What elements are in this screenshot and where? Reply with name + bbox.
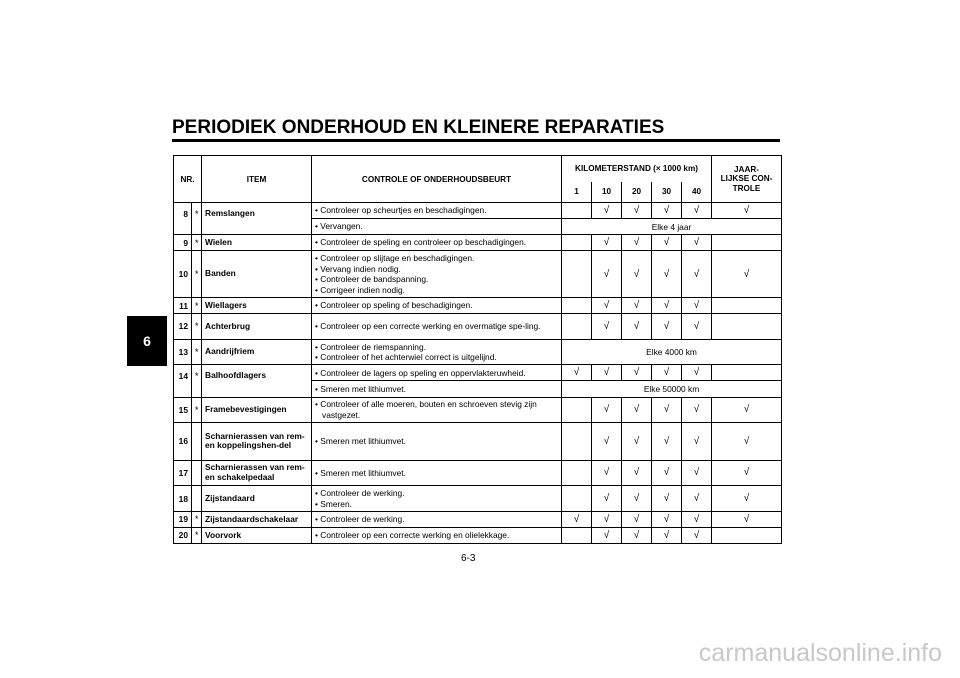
control-line: • Controleer de werking. <box>315 488 405 498</box>
check-mark: √ <box>652 527 682 543</box>
control-line: • Controleer op een correcte werking en overmatige spe-ling. <box>315 321 541 332</box>
header-km-30: 30 <box>652 182 682 203</box>
check-mark: √ <box>682 397 712 423</box>
check-mark: √ <box>592 460 622 486</box>
check-mark <box>562 235 592 251</box>
row-number: 14 <box>174 365 192 381</box>
control-line: • Controleer op scheurtjes en beschadigingen. <box>315 205 487 216</box>
check-mark: √ <box>622 486 652 512</box>
row-control <box>312 314 562 340</box>
check-mark: √ <box>592 397 622 423</box>
table-row <box>174 511 782 527</box>
check-mark: √ <box>682 298 712 314</box>
table-row <box>174 235 782 251</box>
check-mark <box>562 460 592 486</box>
table-row <box>174 423 782 460</box>
check-mark: √ <box>592 298 622 314</box>
check-mark: √ <box>682 365 712 381</box>
row-star <box>192 219 202 235</box>
row-star <box>192 460 202 486</box>
row-control <box>312 203 562 219</box>
check-mark: √ <box>592 251 622 298</box>
check-mark: √ <box>682 460 712 486</box>
control-line: • Vervang indien nodig. <box>315 263 401 274</box>
header-km-40: 40 <box>682 182 712 203</box>
check-mark: √ <box>652 203 682 219</box>
control-line: • Controleer de lagers op speling en oppervlakteruwheid. <box>315 367 526 378</box>
control-line: • Controleer de werking. <box>315 514 405 525</box>
row-item: Banden <box>202 251 312 298</box>
row-star: * <box>192 235 202 251</box>
row-number: 16 <box>174 423 192 460</box>
control-line: • Controleer of alle moeren, bouten en schroeven stevig zijn vastgezet. <box>315 399 537 420</box>
check-mark <box>562 397 592 423</box>
row-control <box>312 527 562 543</box>
header-nr: NR. <box>174 156 202 203</box>
check-mark: √ <box>622 527 652 543</box>
interval-text: Elke 4000 km <box>562 339 782 365</box>
check-mark: √ <box>652 486 682 512</box>
check-mark: √ <box>622 365 652 381</box>
row-number: 9 <box>174 235 192 251</box>
row-item: Wielen <box>202 235 312 251</box>
row-star: * <box>192 527 202 543</box>
row-item: Remslangen <box>202 203 312 219</box>
table-row <box>174 397 782 423</box>
row-number: 10 <box>174 251 192 298</box>
row-star <box>192 381 202 397</box>
row-control <box>312 381 562 397</box>
control-line: • Corrigeer indien nodig. <box>315 284 406 295</box>
watermark: carmanualsonline.info <box>698 639 942 667</box>
header-km-1: 1 <box>562 182 592 203</box>
maintenance-table <box>173 155 782 544</box>
row-number: 15 <box>174 397 192 423</box>
check-mark <box>712 527 782 543</box>
row-number: 13 <box>174 339 192 365</box>
check-mark: √ <box>682 251 712 298</box>
row-item: Scharnierassen van rem- en koppelingshen-del <box>202 423 312 460</box>
row-star: * <box>192 203 202 219</box>
header-km: KILOMETERSTAND (× 1000 km) <box>562 156 712 182</box>
row-star <box>192 486 202 512</box>
row-item: Balhoofdlagers <box>202 365 312 381</box>
table-row <box>174 381 782 397</box>
check-mark: √ <box>712 203 782 219</box>
row-star: * <box>192 298 202 314</box>
row-number <box>174 381 192 397</box>
row-star: * <box>192 511 202 527</box>
table-row <box>174 365 782 381</box>
check-mark: √ <box>592 486 622 512</box>
check-mark: √ <box>622 235 652 251</box>
check-mark: √ <box>622 511 652 527</box>
check-mark: √ <box>652 365 682 381</box>
check-mark: √ <box>712 423 782 460</box>
row-number: 17 <box>174 460 192 486</box>
header-km-20: 20 <box>622 182 652 203</box>
table-row <box>174 527 782 543</box>
interval-text: Elke 4 jaar <box>562 219 782 235</box>
control-line: • Vervangen. <box>315 221 363 232</box>
row-star <box>192 423 202 460</box>
header-km-10: 10 <box>592 182 622 203</box>
header-yearly: JAAR-LIJKSE CON-TROLE <box>712 156 782 203</box>
table-row <box>174 219 782 235</box>
row-control <box>312 251 562 298</box>
row-item: Zijstandaardschakelaar <box>202 511 312 527</box>
check-mark <box>562 423 592 460</box>
row-number: 19 <box>174 511 192 527</box>
row-item: Zijstandaard <box>202 486 312 512</box>
check-mark <box>712 235 782 251</box>
check-mark: √ <box>592 314 622 340</box>
row-number: 8 <box>174 203 192 219</box>
check-mark <box>712 298 782 314</box>
row-item: Achterbrug <box>202 314 312 340</box>
control-line: • Smeren met lithiumvet. <box>315 436 406 447</box>
check-mark <box>562 527 592 543</box>
check-mark <box>562 298 592 314</box>
check-mark: √ <box>712 251 782 298</box>
check-mark: √ <box>652 511 682 527</box>
table-row <box>174 486 782 512</box>
check-mark: √ <box>682 235 712 251</box>
row-control <box>312 235 562 251</box>
control-line: • Controleer op speling of beschadigingen. <box>315 300 473 311</box>
header-control: CONTROLE OF ONDERHOUDSBEURT <box>312 156 562 203</box>
row-control <box>312 460 562 486</box>
control-line: • Controleer op slijtage en beschadigingen. <box>315 253 475 264</box>
row-star: * <box>192 339 202 365</box>
control-line: • Controleer de riemspanning. <box>315 341 426 352</box>
row-control <box>312 298 562 314</box>
check-mark: √ <box>592 527 622 543</box>
chapter-tab: 6 <box>127 316 167 366</box>
interval-text: Elke 50000 km <box>562 381 782 397</box>
row-item: Wiellagers <box>202 298 312 314</box>
row-item <box>202 381 312 397</box>
check-mark: √ <box>652 298 682 314</box>
page-number: 6-3 <box>461 553 476 564</box>
check-mark: √ <box>562 365 592 381</box>
row-item <box>202 219 312 235</box>
check-mark: √ <box>712 511 782 527</box>
row-number: 12 <box>174 314 192 340</box>
row-control <box>312 219 562 235</box>
row-number: 11 <box>174 298 192 314</box>
title-rule <box>172 139 780 142</box>
check-mark <box>712 365 782 381</box>
check-mark <box>562 314 592 340</box>
control-line: • Controleer of het achterwiel correct is uitgelijnd. <box>315 352 497 363</box>
check-mark <box>712 314 782 340</box>
row-control <box>312 339 562 365</box>
check-mark: √ <box>622 460 652 486</box>
row-number: 20 <box>174 527 192 543</box>
table-row <box>174 298 782 314</box>
check-mark: √ <box>682 527 712 543</box>
control-line: • Controleer op een correcte werking en olielekkage. <box>315 530 510 541</box>
check-mark: √ <box>592 203 622 219</box>
check-mark: √ <box>562 511 592 527</box>
check-mark: √ <box>682 511 712 527</box>
check-mark: √ <box>622 251 652 298</box>
page-title: PERIODIEK ONDERHOUD EN KLEINERE REPARATIES <box>172 117 665 138</box>
row-item: Scharnierassen van rem- en schakelpedaal <box>202 460 312 486</box>
check-mark: √ <box>682 203 712 219</box>
row-star: * <box>192 397 202 423</box>
check-mark <box>562 251 592 298</box>
control-line: • Smeren met lithiumvet. <box>315 383 406 394</box>
row-star: * <box>192 314 202 340</box>
check-mark: √ <box>592 423 622 460</box>
check-mark: √ <box>592 365 622 381</box>
check-mark: √ <box>622 203 652 219</box>
row-item: Aandrijfriem <box>202 339 312 365</box>
control-line: • Controleer de bandspanning. <box>315 274 429 285</box>
table-row <box>174 314 782 340</box>
check-mark: √ <box>652 397 682 423</box>
check-mark: √ <box>592 235 622 251</box>
check-mark: √ <box>622 423 652 460</box>
row-control <box>312 511 562 527</box>
row-star: * <box>192 251 202 298</box>
row-control <box>312 423 562 460</box>
check-mark: √ <box>622 397 652 423</box>
check-mark: √ <box>712 397 782 423</box>
row-number: 18 <box>174 486 192 512</box>
check-mark: √ <box>652 423 682 460</box>
control-line: • Smeren. <box>315 498 352 509</box>
check-mark: √ <box>652 251 682 298</box>
row-control <box>312 365 562 381</box>
table-row <box>174 251 782 298</box>
header-item: ITEM <box>202 156 312 203</box>
check-mark: √ <box>652 460 682 486</box>
check-mark: √ <box>712 460 782 486</box>
table-row <box>174 339 782 365</box>
check-mark <box>562 486 592 512</box>
row-number <box>174 219 192 235</box>
row-item: Framebevestigingen <box>202 397 312 423</box>
check-mark: √ <box>652 314 682 340</box>
row-control <box>312 397 562 423</box>
check-mark: √ <box>622 298 652 314</box>
check-mark: √ <box>682 486 712 512</box>
control-line: • Controleer de speling en controleer op beschadigingen. <box>315 237 527 248</box>
check-mark: √ <box>622 314 652 340</box>
check-mark: √ <box>652 235 682 251</box>
check-mark: √ <box>592 511 622 527</box>
row-star: * <box>192 365 202 381</box>
check-mark: √ <box>712 486 782 512</box>
table-row <box>174 460 782 486</box>
check-mark <box>562 203 592 219</box>
control-line: • Smeren met lithiumvet. <box>315 467 406 478</box>
row-control <box>312 486 562 512</box>
check-mark: √ <box>682 314 712 340</box>
check-mark: √ <box>682 423 712 460</box>
table-row <box>174 203 782 219</box>
row-item: Voorvork <box>202 527 312 543</box>
